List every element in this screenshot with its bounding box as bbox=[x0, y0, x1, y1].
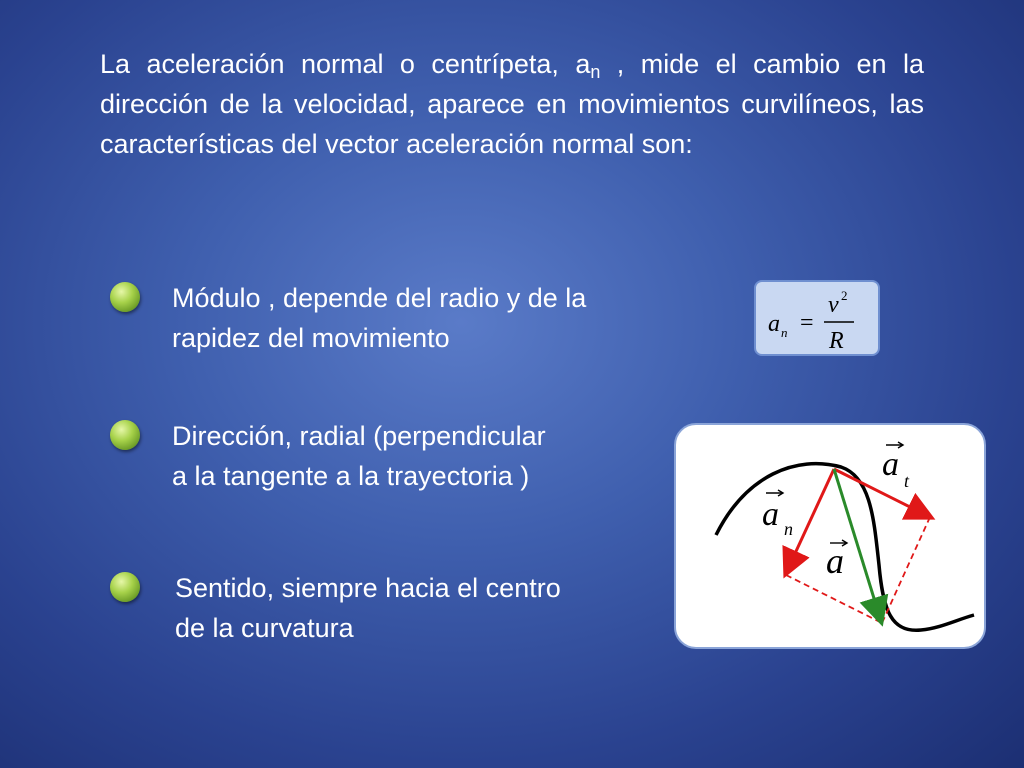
intro-text-after: , mide el cambio en la dirección de la velocidad, aparece en movimientos curvilíneos, las características del vector aceleración normal son: bbox=[100, 49, 925, 159]
bullet-direccion bbox=[172, 416, 662, 496]
formula-box bbox=[754, 280, 880, 356]
bullet-icon bbox=[110, 420, 140, 450]
formula-exponent: 2 bbox=[841, 288, 848, 303]
intro-text-before: La aceleración normal o centrípeta, a bbox=[100, 49, 591, 79]
intro-subscript: n bbox=[590, 62, 601, 82]
svg-text:n: n bbox=[784, 519, 793, 539]
dashed-line-tangent-to-total bbox=[882, 517, 930, 623]
intro-paragraph bbox=[100, 44, 924, 164]
bullet-line: Sentido, siempre hacia el centro bbox=[175, 573, 561, 603]
svg-text:a: a bbox=[762, 496, 779, 533]
bullet-icon bbox=[110, 282, 140, 312]
trajectory-curve bbox=[716, 464, 974, 631]
formula-numerator: v bbox=[828, 292, 839, 318]
label-an bbox=[762, 490, 793, 539]
formula-denominator: R bbox=[829, 328, 844, 354]
svg-text:t: t bbox=[904, 471, 910, 491]
bullet-icon bbox=[110, 572, 140, 602]
label-at bbox=[882, 442, 910, 491]
formula-equals: = bbox=[800, 310, 814, 336]
bullet-line: rapidez del movimiento bbox=[172, 323, 450, 353]
formula-lhs: a bbox=[768, 311, 780, 337]
bullet-modulo bbox=[172, 278, 662, 358]
bullet-line: Dirección, radial (perpendicular bbox=[172, 421, 546, 451]
label-a bbox=[826, 540, 847, 581]
svg-text:a: a bbox=[826, 541, 844, 581]
formula-lhs-sub: n bbox=[781, 325, 788, 340]
svg-text:a: a bbox=[882, 446, 899, 483]
bullet-line: Módulo , depende del radio y de la bbox=[172, 283, 587, 313]
bullet-sentido bbox=[175, 568, 665, 648]
bullet-line: de la curvatura bbox=[175, 613, 354, 643]
bullet-line: a la tangente a la trayectoria ) bbox=[172, 461, 530, 491]
acceleration-diagram bbox=[674, 423, 986, 649]
